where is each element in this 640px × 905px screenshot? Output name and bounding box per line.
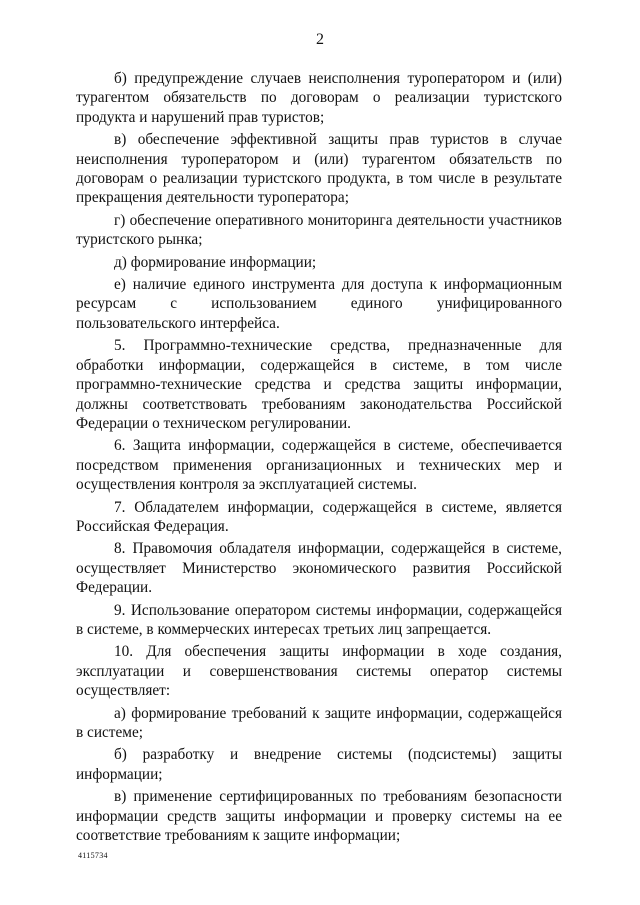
page-number: 2 [316, 31, 324, 48]
paragraph-v-protection: в) обеспечение эффективной защиты прав туристов в случае неисполнения туроператором и (или) турагентом обязательств по договорам о реализации туристского продукта, в том числе в результате прекращения деятельности туроператора; [76, 131, 562, 207]
paragraph-d-formation: д) формирование информации; [114, 253, 317, 271]
paragraph-10v-certified-means: в) применение сертифицированных по требованиям безопасности информации средств защиты информации и проверку системы на ее соответствие требованиям к защите информации; [76, 788, 562, 845]
document-body [76, 69, 562, 848]
paragraph-9-use: 9. Использование оператором системы информации, содержащейся в системе, в коммерческих интересах третьих лиц запрещается. [76, 601, 562, 638]
paragraph-5-software: 5. Программно-технические средства, предназначенные для обработки информации, содержащейся в системе, в том числе программно-технические средства и средства защиты информации, должны соответствовать требованиям законодательства Российской Федерации о техническом регулировании. [76, 337, 562, 432]
paragraph-6-protection: 6. Защита информации, содержащейся в системе, обеспечивается посредством применения организационных и технических мер и осуществления контроля за эксплуатацией системы. [76, 437, 562, 494]
paragraph-10b-development: б) разработку и внедрение системы (подсистемы) защиты информации; [76, 746, 562, 783]
paragraph-8-powers: 8. Правомочия обладателя информации, содержащейся в системе, осуществляет Министерство экономического развития Российской Федерации. [76, 540, 562, 597]
paragraph-7-owner: 7. Обладателем информации, содержащейся в системе, является Российская Федерация. [76, 498, 562, 535]
paragraph-e-single-instrument: е) наличие единого инструмента для доступа к информационным ресурсам с использованием единого унифицированного пользовательского интерфейса. [76, 276, 562, 332]
paragraph-g-monitoring: г) обеспечение оперативного мониторинга деятельности участников туристского рынка; [76, 211, 562, 249]
paragraph-10-measures: 10. Для обеспечения защиты информации в ходе создания, эксплуатации и совершенствования системы оператор системы осуществляет: [76, 643, 562, 700]
paragraph-b-prevention: б) предупреждение случаев неисполнения туроператором и (или) турагентом обязательств по договорам о реализации туристского продукта и нарушений прав туристов; [76, 70, 562, 126]
paragraph-10a-requirements: а) формирование требований к защите информации, содержащейся в системе; [76, 704, 562, 741]
document-id: 4115734 [78, 851, 108, 860]
